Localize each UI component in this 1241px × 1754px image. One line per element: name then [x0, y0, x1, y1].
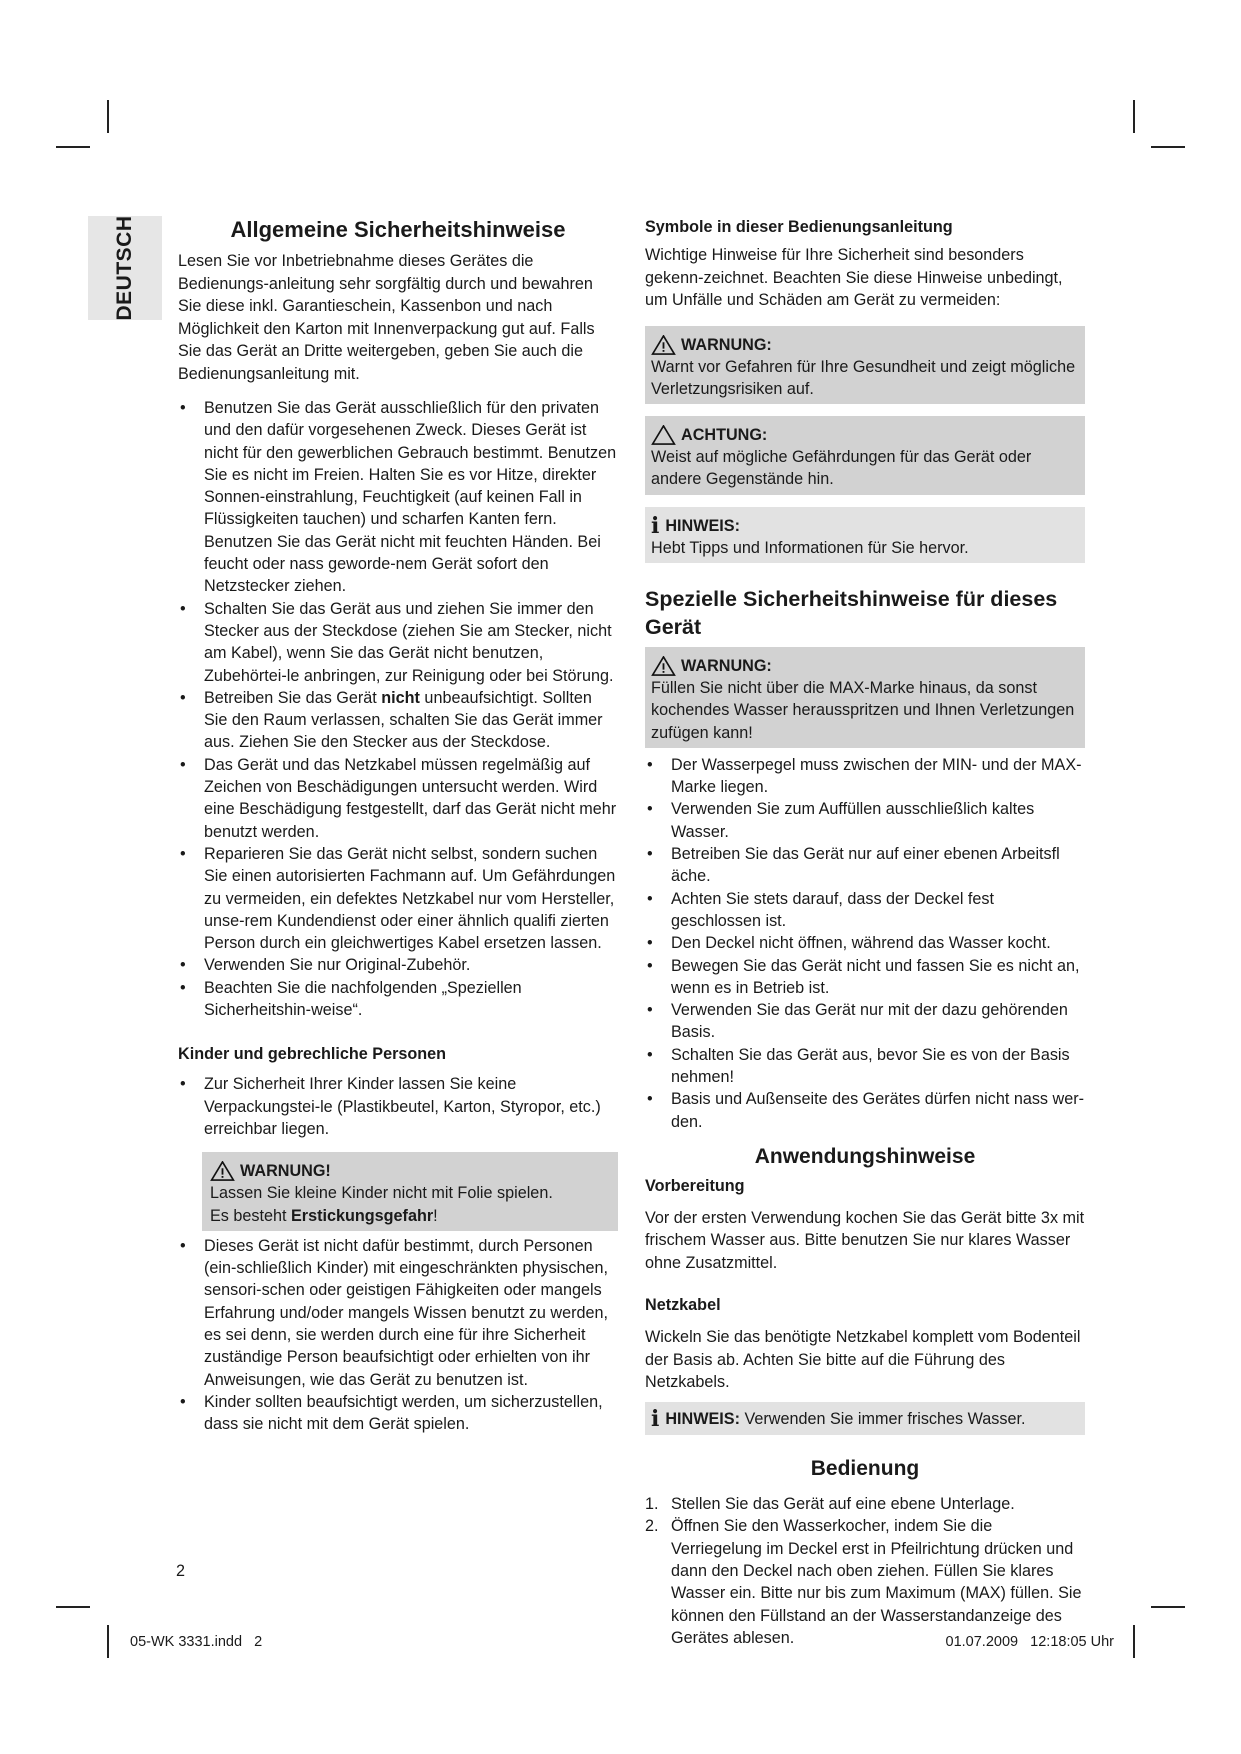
list-item: • Das Gerät und das Netzkabel müssen regelmäßig auf Zeichen von Beschädigungen untersucht werden. Wird eine Beschädigung festgestellt, darf das Gerät nicht mehr benutzt werden. [178, 754, 618, 843]
list-item: • Achten Sie stets darauf, dass der Deckel fest geschlossen ist. [645, 888, 1085, 933]
operation-steps [645, 1493, 1085, 1649]
symbols-heading: Symbole in dieser Bedienungsanleitung [645, 218, 953, 236]
warning-triangle-icon [651, 656, 676, 676]
list-item: 1. Stellen Sie das Gerät auf eine ebene Unterlage. [645, 1495, 1015, 1514]
section-title-special-safety: Spezielle Sicherheitshinweise für dieses Gerät [645, 586, 1058, 639]
list-item: • Zur Sicherheit Ihrer Kinder lassen Sie keine Verpackungstei-le (Plastikbeutel, Karton, Styropor, etc.) erreichbar liegen. [178, 1073, 618, 1140]
language-tab [88, 216, 162, 320]
warning-box-line: Es besteht Erstickungsgefahr! [210, 1206, 438, 1225]
cable-heading: Netzkabel [645, 1296, 721, 1315]
caution-legend-box: ACHTUNG: Weist auf mögliche Gefährdungen für das Gerät oder andere Gegenstände hin. [645, 416, 1085, 495]
crop-mark [1151, 1606, 1185, 1608]
list-item: • Schalten Sie das Gerät aus und ziehen Sie immer den Stecker aus der Steckdose (ziehen Sie am Stecker, nicht am Kabel), wenn Sie das Gerät nicht benutzen, Zubehörtei-le anbringen, zur Reinigung oder bei Störung. [178, 598, 618, 687]
note-legend-box: i HINWEIS: Hebt Tipps und Informationen für Sie hervor. [645, 507, 1085, 563]
language-tab-label: DEUTSCH [113, 215, 136, 321]
list-item: • Verwenden Sie nur Original-Zubehör. [178, 954, 618, 976]
crop-mark [1133, 100, 1135, 133]
crop-mark [56, 1606, 90, 1608]
right-column [645, 216, 1085, 1649]
list-item: • Schalten Sie das Gerät aus, bevor Sie es von der Basis nehmen! [645, 1044, 1085, 1089]
warning-box-title: WARNUNG! [210, 1160, 612, 1182]
warning-box-line: Lassen Sie kleine Kinder nicht mit Folie spielen. [210, 1184, 553, 1203]
crop-mark [107, 1625, 109, 1658]
safety-list [178, 397, 618, 1021]
page-number: 2 [176, 1562, 186, 1580]
children-heading: Kinder und gebrechliche Personen [178, 1045, 447, 1064]
info-icon: i [651, 1406, 660, 1433]
list-item: • Betreiben Sie das Gerät nicht unbeaufsichtigt. Sollten Sie den Raum verlassen, schalten Sie das Gerät immer aus. Ziehen Sie den Stecker aus der Steckdose. [178, 687, 618, 754]
list-item: • Den Deckel nicht öffnen, während das Wasser kocht. [645, 932, 1085, 954]
list-item: • Basis und Außenseite des Gerätes dürfen nicht nass wer-den. [645, 1088, 1085, 1133]
warning-box-children [202, 1152, 618, 1231]
children-list [178, 1073, 618, 1140]
list-item: • Reparieren Sie das Gerät nicht selbst, sondern suchen Sie einen autorisierten Fachmann auf. Um Gefährdungen zu vermeiden, ein defektes Netzkabel nur vom Hersteller, unse-rem Kundendienst oder einer ähnlich qualifi zierten Person durch ein gleichwertiges Kabel ersetzen lassen. [178, 843, 618, 954]
crop-mark [1133, 1625, 1135, 1658]
section-title-usage: Anwendungshinweise [754, 1144, 976, 1168]
info-icon: i [651, 512, 660, 539]
section-title-general-safety: Allgemeine Sicherheitshinweise [230, 217, 566, 242]
section-title-operation: Bedienung [810, 1457, 920, 1481]
list-item: • Kinder sollten beaufsichtigt werden, um sicherzustellen, dass sie nicht mit dem Gerät spielen. [178, 1391, 618, 1436]
intro-paragraph: Lesen Sie vor Inbetriebnahme dieses Gerätes die Bedienungs-anleitung sehr sorgfältig durch und bewahren Sie diese inkl. Garantieschein, Kassenbon und nach Möglichkeit den Karton mit Innenverpackung gut auf. Falls Sie das Gerät an Dritte weitergeben, geben Sie auch die Bedienungsanleitung mit. [178, 252, 595, 383]
cable-paragraph: Wickeln Sie das benötigte Netzkabel komplett vom Bodenteil der Basis ab. Achten Sie bitte auf die Führung des Netzkabels. [645, 1328, 1081, 1392]
list-item: • Verwenden Sie zum Auffüllen ausschließlich kaltes Wasser. [645, 798, 1085, 843]
symbols-paragraph: Wichtige Hinweise für Ihre Sicherheit sind besonders gekenn-zeichnet. Beachten Sie diese Hinweise unbedingt, um Unfälle und Schäden am Gerät zu vermeiden: [645, 246, 1063, 309]
caution-triangle-icon [651, 425, 676, 445]
warning-box-max: WARNUNG: Füllen Sie nicht über die MAX-Marke hinaus, da sonst kochendes Wasser herausspritzen und Ihnen Verletzungen zufügen kann! [645, 647, 1085, 748]
preparation-heading: Vorbereitung [645, 1176, 745, 1195]
list-item: • Beachten Sie die nachfolgenden „Speziellen Sicherheitshin-weise“. [178, 977, 618, 1022]
preparation-paragraph: Vor der ersten Verwendung kochen Sie das Gerät bitte 3x mit frischem Wasser aus. Bitte benutzen Sie nur klares Wasser ohne Zusatzmittel. [645, 1208, 1085, 1272]
footer-timestamp: 01.07.2009 12:18:05 Uhr [945, 1634, 1114, 1650]
list-item: • Der Wasserpegel muss zwischen der MIN- und der MAX-Marke liegen. [645, 754, 1085, 799]
warning-triangle-icon [210, 1161, 235, 1181]
list-item: • Benutzen Sie das Gerät ausschließlich für den privaten und den dafür vorgesehenen Zweck. Dieses Gerät ist nicht für den gewerblichen Gebrauch bestimmt. Benutzen Sie es nicht im Freien. Halten Sie es vor Hitze, direkter Sonnen-einstrahlung, Feuchtigkeit (auf keinen Fall in Flüssigkeiten tauchen) und scharfen Kanten fern. Benutzen Sie das Gerät nicht mit feuchten Händen. Bei feucht oder nass geworde-nem Gerät sofort den Netzstecker ziehen. [178, 397, 618, 598]
list-item: • Verwenden Sie das Gerät nur mit der dazu gehörenden Basis. [645, 999, 1085, 1044]
special-safety-list [645, 754, 1085, 1133]
crop-mark [107, 100, 109, 133]
left-column [178, 216, 618, 1435]
list-item: • Bewegen Sie das Gerät nicht und fassen Sie es nicht an, wenn es in Betrieb ist. [645, 955, 1085, 1000]
warning-triangle-icon [651, 335, 676, 355]
list-item: • Dieses Gerät ist nicht dafür bestimmt, durch Personen (ein-schließlich Kinder) mit eingeschränkten physischen, sensori-schen oder geistigen Fähigkeiten oder mangels Erfahrung und/oder mangels Wissen benutzt zu werden, es sei denn, sie werden durch eine für ihre Sicherheit zuständige Person beaufsichtigt oder erhielten von ihr Anweisungen, wie das Gerät zu benutzen ist. [178, 1235, 618, 1391]
children-list-2 [178, 1235, 618, 1436]
note-box-water: i HINWEIS: Verwenden Sie immer frisches Wasser. [645, 1402, 1085, 1435]
crop-mark [1151, 146, 1185, 148]
list-item: 2. Öffnen Sie den Wasserkocher, indem Sie die Verriegelung im Deckel erst in Pfeilrichtung drücken und dann den Deckel nach oben ziehen. Füllen Sie klares Wasser ein. Bitte nur bis zum Maximum (MAX) füllen. Sie können den Füllstand an der Wasserstandanzeige des Gerätes ablesen. [645, 1517, 1082, 1647]
footer-filename: 05-WK 3331.indd 2 [130, 1634, 263, 1650]
warning-legend-box: WARNUNG: Warnt vor Gefahren für Ihre Gesundheit und zeigt mögliche Verletzungsrisiken auf. [645, 326, 1085, 405]
list-item: • Betreiben Sie das Gerät nur auf einer ebenen Arbeitsfl äche. [645, 843, 1085, 888]
crop-mark [56, 146, 90, 148]
